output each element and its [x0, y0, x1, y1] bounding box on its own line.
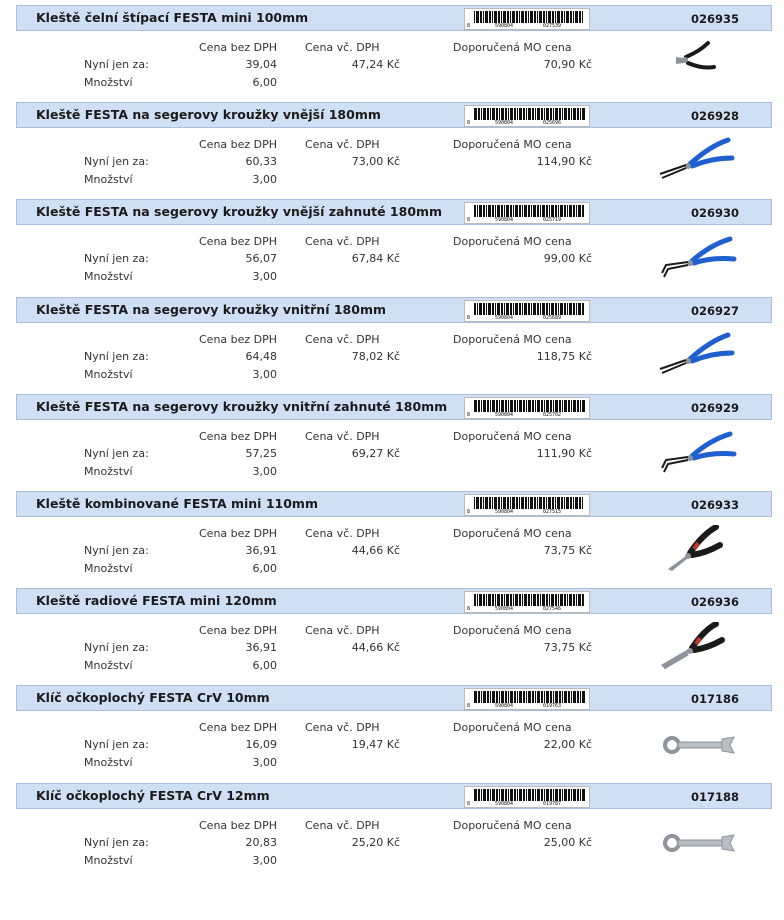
- barcode-digits-right: 027539: [543, 23, 562, 29]
- quantity-value: 3,00: [252, 465, 277, 478]
- price-without-vat-header: Cena bez DPH: [199, 41, 278, 54]
- barcode: [464, 300, 590, 322]
- price-without-vat-header: Cena bez DPH: [199, 235, 278, 248]
- recommended-price-header: Doporučená MO cena: [453, 527, 572, 540]
- barcode: [464, 591, 590, 613]
- circlip-pliers-bent-icon[interactable]: [650, 428, 740, 478]
- barcode-digits: [465, 509, 589, 515]
- product-code: 026929: [690, 401, 739, 415]
- barcode-digits-mid: 590804: [495, 23, 514, 29]
- quantity-value: 3,00: [252, 173, 277, 186]
- quantity-label: Množství: [84, 854, 133, 867]
- product-header: [16, 297, 772, 323]
- needle-nose-pliers-icon[interactable]: [650, 622, 740, 672]
- barcode-digits: [465, 412, 589, 418]
- barcode-digits-right: 025696: [543, 120, 562, 126]
- quantity-label: Množství: [84, 368, 133, 381]
- recommended-price-header: Doporučená MO cena: [453, 624, 572, 637]
- quantity-label: Množství: [84, 562, 133, 575]
- recommended-price-value: 22,00 Kč: [543, 738, 592, 751]
- barcode: [464, 8, 590, 30]
- barcode-digits-right: 025702: [543, 412, 562, 418]
- barcode-digits-mid: 590804: [495, 120, 514, 126]
- barcode-digits: [465, 703, 589, 709]
- price-without-vat-header: Cena bez DPH: [199, 527, 278, 540]
- price-without-vat-value: 39,04: [245, 58, 277, 71]
- barcode: [464, 688, 590, 710]
- price-with-vat-header: Cena vč. DPH: [305, 430, 380, 443]
- now-only-label: Nyní jen za:: [84, 58, 149, 71]
- product-title[interactable]: Kleště FESTA na segerovy kroužky vnitřní 180mm: [36, 302, 386, 317]
- product-item: [0, 1, 784, 98]
- price-with-vat-header: Cena vč. DPH: [305, 138, 380, 151]
- product-header: [16, 491, 772, 517]
- circlip-pliers-straight-icon[interactable]: [650, 331, 740, 381]
- product-item: [0, 390, 784, 487]
- product-item: [0, 681, 784, 778]
- quantity-label: Množství: [84, 659, 133, 672]
- price-with-vat-value: 47,24 Kč: [351, 58, 400, 71]
- barcode-digits-right: 027546: [543, 606, 562, 612]
- now-only-label: Nyní jen za:: [84, 544, 149, 557]
- barcode-digits-right: 019787: [543, 801, 562, 807]
- barcode-digit-lead: 8: [467, 120, 471, 126]
- recommended-price-value: 114,90 Kč: [536, 155, 592, 168]
- quantity-value: 6,00: [252, 659, 277, 672]
- product-header: [16, 783, 772, 809]
- barcode-digits: [465, 606, 589, 612]
- product-title[interactable]: Kleště FESTA na segerovy kroužky vnitřní zahnuté 180mm: [36, 399, 448, 414]
- barcode-digits-right: 025719: [543, 217, 562, 223]
- product-code: 026933: [690, 498, 739, 512]
- barcode-digit-lead: 8: [467, 801, 471, 807]
- quantity-value: 6,00: [252, 562, 277, 575]
- barcode: [464, 397, 590, 419]
- now-only-label: Nyní jen za:: [84, 641, 149, 654]
- price-without-vat-header: Cena bez DPH: [199, 624, 278, 637]
- product-title[interactable]: Kleště radiové FESTA mini 120mm: [36, 593, 277, 608]
- price-without-vat-value: 60,33: [245, 155, 277, 168]
- product-header: [16, 199, 772, 225]
- product-code: 017188: [690, 790, 739, 804]
- now-only-label: Nyní jen za:: [84, 447, 149, 460]
- quantity-value: 3,00: [252, 368, 277, 381]
- price-without-vat-value: 20,83: [245, 836, 277, 849]
- barcode: [464, 105, 590, 127]
- price-with-vat-header: Cena vč. DPH: [305, 527, 380, 540]
- product-title[interactable]: Kleště kombinované FESTA mini 110mm: [36, 496, 318, 511]
- barcode: [464, 202, 590, 224]
- price-with-vat-value: 25,20 Kč: [351, 836, 400, 849]
- barcode-digits: [465, 120, 589, 126]
- product-code: 026936: [690, 595, 739, 609]
- now-only-label: Nyní jen za:: [84, 350, 149, 363]
- price-without-vat-value: 56,07: [245, 252, 277, 265]
- recommended-price-header: Doporučená MO cena: [453, 819, 572, 832]
- quantity-value: 3,00: [252, 854, 277, 867]
- barcode-digit-lead: 8: [467, 606, 471, 612]
- barcode: [464, 494, 590, 516]
- product-title[interactable]: Klíč očkoplochý FESTA CrV 12mm: [36, 788, 270, 803]
- quantity-label: Množství: [84, 756, 133, 769]
- product-title[interactable]: Klíč očkoplochý FESTA CrV 10mm: [36, 690, 270, 705]
- product-header: [16, 102, 772, 128]
- product-header: [16, 588, 772, 614]
- combination-pliers-icon[interactable]: [650, 525, 740, 575]
- recommended-price-header: Doporučená MO cena: [453, 430, 572, 443]
- barcode-digit-lead: 8: [467, 509, 471, 515]
- price-without-vat-header: Cena bez DPH: [199, 430, 278, 443]
- circlip-pliers-bent-icon[interactable]: [650, 233, 740, 283]
- product-code: 026935: [690, 12, 739, 26]
- price-without-vat-header: Cena bez DPH: [199, 333, 278, 346]
- barcode-digits: [465, 315, 589, 321]
- price-with-vat-header: Cena vč. DPH: [305, 721, 380, 734]
- product-title[interactable]: Kleště FESTA na segerovy kroužky vnější 180mm: [36, 107, 381, 122]
- product-header: [16, 685, 772, 711]
- quantity-label: Množství: [84, 465, 133, 478]
- price-without-vat-value: 64,48: [245, 350, 277, 363]
- quantity-label: Množství: [84, 76, 133, 89]
- product-title[interactable]: Kleště FESTA na segerovy kroužky vnější zahnuté 180mm: [36, 204, 443, 219]
- product-code: 026927: [690, 304, 739, 318]
- barcode-digits-mid: 590804: [495, 703, 514, 709]
- barcode-digits-right: 027515: [543, 509, 562, 515]
- combination-wrench-icon[interactable]: [650, 817, 740, 867]
- product-code: 026930: [690, 206, 739, 220]
- barcode-digit-lead: 8: [467, 23, 471, 29]
- recommended-price-value: 70,90 Kč: [543, 58, 592, 71]
- price-with-vat-header: Cena vč. DPH: [305, 41, 380, 54]
- price-with-vat-header: Cena vč. DPH: [305, 333, 380, 346]
- price-with-vat-header: Cena vč. DPH: [305, 819, 380, 832]
- price-without-vat-header: Cena bez DPH: [199, 819, 278, 832]
- quantity-label: Množství: [84, 270, 133, 283]
- price-with-vat-value: 19,47 Kč: [351, 738, 400, 751]
- barcode-digits: [465, 23, 589, 29]
- recommended-price-header: Doporučená MO cena: [453, 721, 572, 734]
- product-header: [16, 394, 772, 420]
- price-with-vat-value: 44,66 Kč: [351, 544, 400, 557]
- barcode-digits: [465, 217, 589, 223]
- product-item: [0, 195, 784, 292]
- recommended-price-value: 73,75 Kč: [543, 641, 592, 654]
- recommended-price-value: 99,00 Kč: [543, 252, 592, 265]
- price-without-vat-header: Cena bez DPH: [199, 138, 278, 151]
- price-with-vat-value: 44,66 Kč: [351, 641, 400, 654]
- product-item: [0, 487, 784, 584]
- product-header: [16, 5, 772, 31]
- price-without-vat-value: 57,25: [245, 447, 277, 460]
- now-only-label: Nyní jen za:: [84, 836, 149, 849]
- product-item: [0, 779, 784, 876]
- barcode-digits-mid: 590804: [495, 801, 514, 807]
- price-with-vat-value: 78,02 Kč: [351, 350, 400, 363]
- barcode: [464, 786, 590, 808]
- recommended-price-header: Doporučená MO cena: [453, 138, 572, 151]
- barcode-digits-mid: 590804: [495, 217, 514, 223]
- price-with-vat-value: 67,84 Kč: [351, 252, 400, 265]
- circlip-pliers-straight-icon[interactable]: [650, 136, 740, 186]
- price-with-vat-value: 69,27 Kč: [351, 447, 400, 460]
- recommended-price-header: Doporučená MO cena: [453, 235, 572, 248]
- price-with-vat-header: Cena vč. DPH: [305, 235, 380, 248]
- product-item: [0, 584, 784, 681]
- quantity-value: 3,00: [252, 270, 277, 283]
- barcode-digits-mid: 590804: [495, 606, 514, 612]
- recommended-price-header: Doporučená MO cena: [453, 333, 572, 346]
- product-item: [0, 98, 784, 195]
- barcode-digit-lead: 8: [467, 217, 471, 223]
- product-title[interactable]: Kleště čelní štípací FESTA mini 100mm: [36, 10, 309, 25]
- recommended-price-header: Doporučená MO cena: [453, 41, 572, 54]
- barcode-digits-mid: 590804: [495, 509, 514, 515]
- product-item: [0, 293, 784, 390]
- product-code: 017186: [690, 692, 739, 706]
- price-without-vat-value: 36,91: [245, 544, 277, 557]
- quantity-label: Množství: [84, 173, 133, 186]
- barcode-digits-mid: 590804: [495, 315, 514, 321]
- now-only-label: Nyní jen za:: [84, 155, 149, 168]
- barcode-digit-lead: 8: [467, 412, 471, 418]
- price-without-vat-header: Cena bez DPH: [199, 721, 278, 734]
- barcode-digits-right: 025689: [543, 315, 562, 321]
- price-with-vat-header: Cena vč. DPH: [305, 624, 380, 637]
- recommended-price-value: 73,75 Kč: [543, 544, 592, 557]
- end-cutting-pliers-icon[interactable]: [650, 39, 740, 89]
- barcode-digit-lead: 8: [467, 703, 471, 709]
- quantity-value: 3,00: [252, 756, 277, 769]
- price-without-vat-value: 16,09: [245, 738, 277, 751]
- now-only-label: Nyní jen za:: [84, 252, 149, 265]
- price-without-vat-value: 36,91: [245, 641, 277, 654]
- price-with-vat-value: 73,00 Kč: [351, 155, 400, 168]
- barcode-digits-right: 019763: [543, 703, 562, 709]
- barcode-digits-mid: 590804: [495, 412, 514, 418]
- recommended-price-value: 111,90 Kč: [536, 447, 592, 460]
- quantity-value: 6,00: [252, 76, 277, 89]
- recommended-price-value: 118,75 Kč: [536, 350, 592, 363]
- barcode-digits: [465, 801, 589, 807]
- now-only-label: Nyní jen za:: [84, 738, 149, 751]
- recommended-price-value: 25,00 Kč: [543, 836, 592, 849]
- product-code: 026928: [690, 109, 739, 123]
- combination-wrench-icon[interactable]: [650, 719, 740, 769]
- barcode-digit-lead: 8: [467, 315, 471, 321]
